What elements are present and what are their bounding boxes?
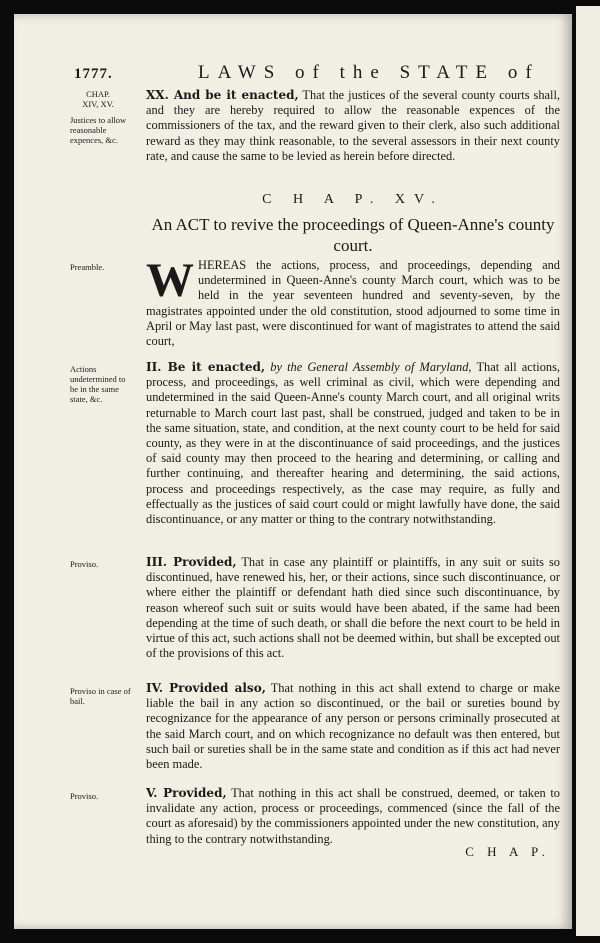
section-iii bbox=[146, 555, 560, 661]
section-xx bbox=[146, 88, 560, 164]
margin-note-justices: Justices to allow reasonable expences, &c. bbox=[70, 115, 127, 145]
section-ii-lead: II. Be it enacted, bbox=[146, 360, 266, 374]
margin-chap-numbers: XIV, XV. bbox=[82, 99, 114, 109]
section-iii-lead: III. Provided, bbox=[146, 555, 237, 569]
preamble-text: HEREAS the actions, process, and proceedings, depending and undetermined in Queen-Anne's county March court, which was to be held in the year seventeen hundred and seventy-seven, by the magistrates appointed under the old constitution, stood adjourned to some time in April or May last past, were discontinued for want of magistrates to attend the said court, bbox=[146, 258, 560, 349]
section-iv bbox=[146, 681, 560, 772]
margin-note-actions: Actions undetermined to be in the same state, &c. bbox=[70, 364, 126, 404]
section-xx-text: That the justices of the several county courts shall, and they are hereby required to allow the reasonable expences of the commissioners of the tax, and the reward given to their clerk, also such additional reward as they may think reasonable, to the several assessors in their next county rate, and cause the same to be levied as herein before directed. bbox=[146, 88, 561, 163]
catchword: C H A P. bbox=[465, 844, 550, 859]
section-v bbox=[146, 786, 560, 847]
margin-note-proviso-1: Proviso. bbox=[70, 559, 99, 569]
section-v-lead: V. Provided, bbox=[146, 786, 227, 800]
margin-note-proviso-bail: Proviso in case of bail. bbox=[70, 686, 131, 706]
adjacent-page-edge bbox=[576, 6, 600, 936]
section-iii-text: That in case any plaintiff or plaintiffs, in any suit or suits so discontinued, have renewed his, her, or their actions, since such discontinuance, or where either the plaintiff or defendant hath died since such discontinuance, by reason whereof such suit or suits would have been abated, if the same had been depending at the time of such death, or shall die before the next court to be held in virtue of this act, such actions shall not be deemed within, but shall be excepted out of the provisions of this act. bbox=[146, 555, 561, 661]
drop-cap: W bbox=[146, 254, 194, 307]
section-xx-lead: XX. And be it enacted, bbox=[146, 88, 299, 102]
margin-note-preamble: Preamble. bbox=[70, 262, 105, 272]
section-v-text: That nothing in this act shall be construed, deemed, or taken to invalidate any action, process or proceedings, commenced (since the fall of the court as aforesaid) by the commissioners appointed under the new constitution, any thing to the contrary notwithstanding. bbox=[146, 786, 561, 846]
running-title: LAWS of the STATE of bbox=[198, 62, 540, 83]
act-title: An ACT to revive the proceedings of Queen-Anne's county court. bbox=[151, 215, 555, 255]
preamble-paragraph bbox=[146, 254, 560, 349]
margin-chap-label: CHAP. bbox=[86, 89, 110, 99]
page-year: 1777. bbox=[74, 66, 113, 82]
section-ii-assembly: by the General Assembly of Maryland, bbox=[270, 360, 472, 374]
margin-chap-ref bbox=[70, 89, 126, 109]
section-iv-lead: IV. Provided also, bbox=[146, 681, 266, 695]
chapter-heading: C H A P. XV. bbox=[262, 192, 444, 207]
section-iv-text: That nothing in this act shall extend to charge or make liable the bail in any action so discontinued, or the bail or sureties bound by recognizance for the appearance of any person or persons criminally prosecuted at the said March court, and on which recognizance no default was then entered, but such bail or sureties shall be in the same state and condition as if this act had never been made. bbox=[146, 681, 560, 772]
margin-note-proviso-2: Proviso. bbox=[70, 791, 99, 801]
section-ii-text: That all actions, process, and proceedings, as well criminal as civil, which were depending and undetermined in the said Queen-Anne's county March court, and all original writs returnable to March court last past, shall be construed, judged and taken to be in the same situation, state, and condition, at the next county court to be held for said county, as they were in at the discontinuance of said proceedings, and the justices of said county may then proceed to the hearing and determining, or calling and further continuing, and thereafter hearing and determining, the said actions, process and proceedings respectively, as the case may require, as fully and effectually as the justices of said court could or might lawfully have done, the said discontinuance, or any matter or thing to the contrary notwithstanding. bbox=[146, 360, 561, 527]
book-page bbox=[14, 14, 572, 929]
section-ii bbox=[146, 360, 560, 527]
